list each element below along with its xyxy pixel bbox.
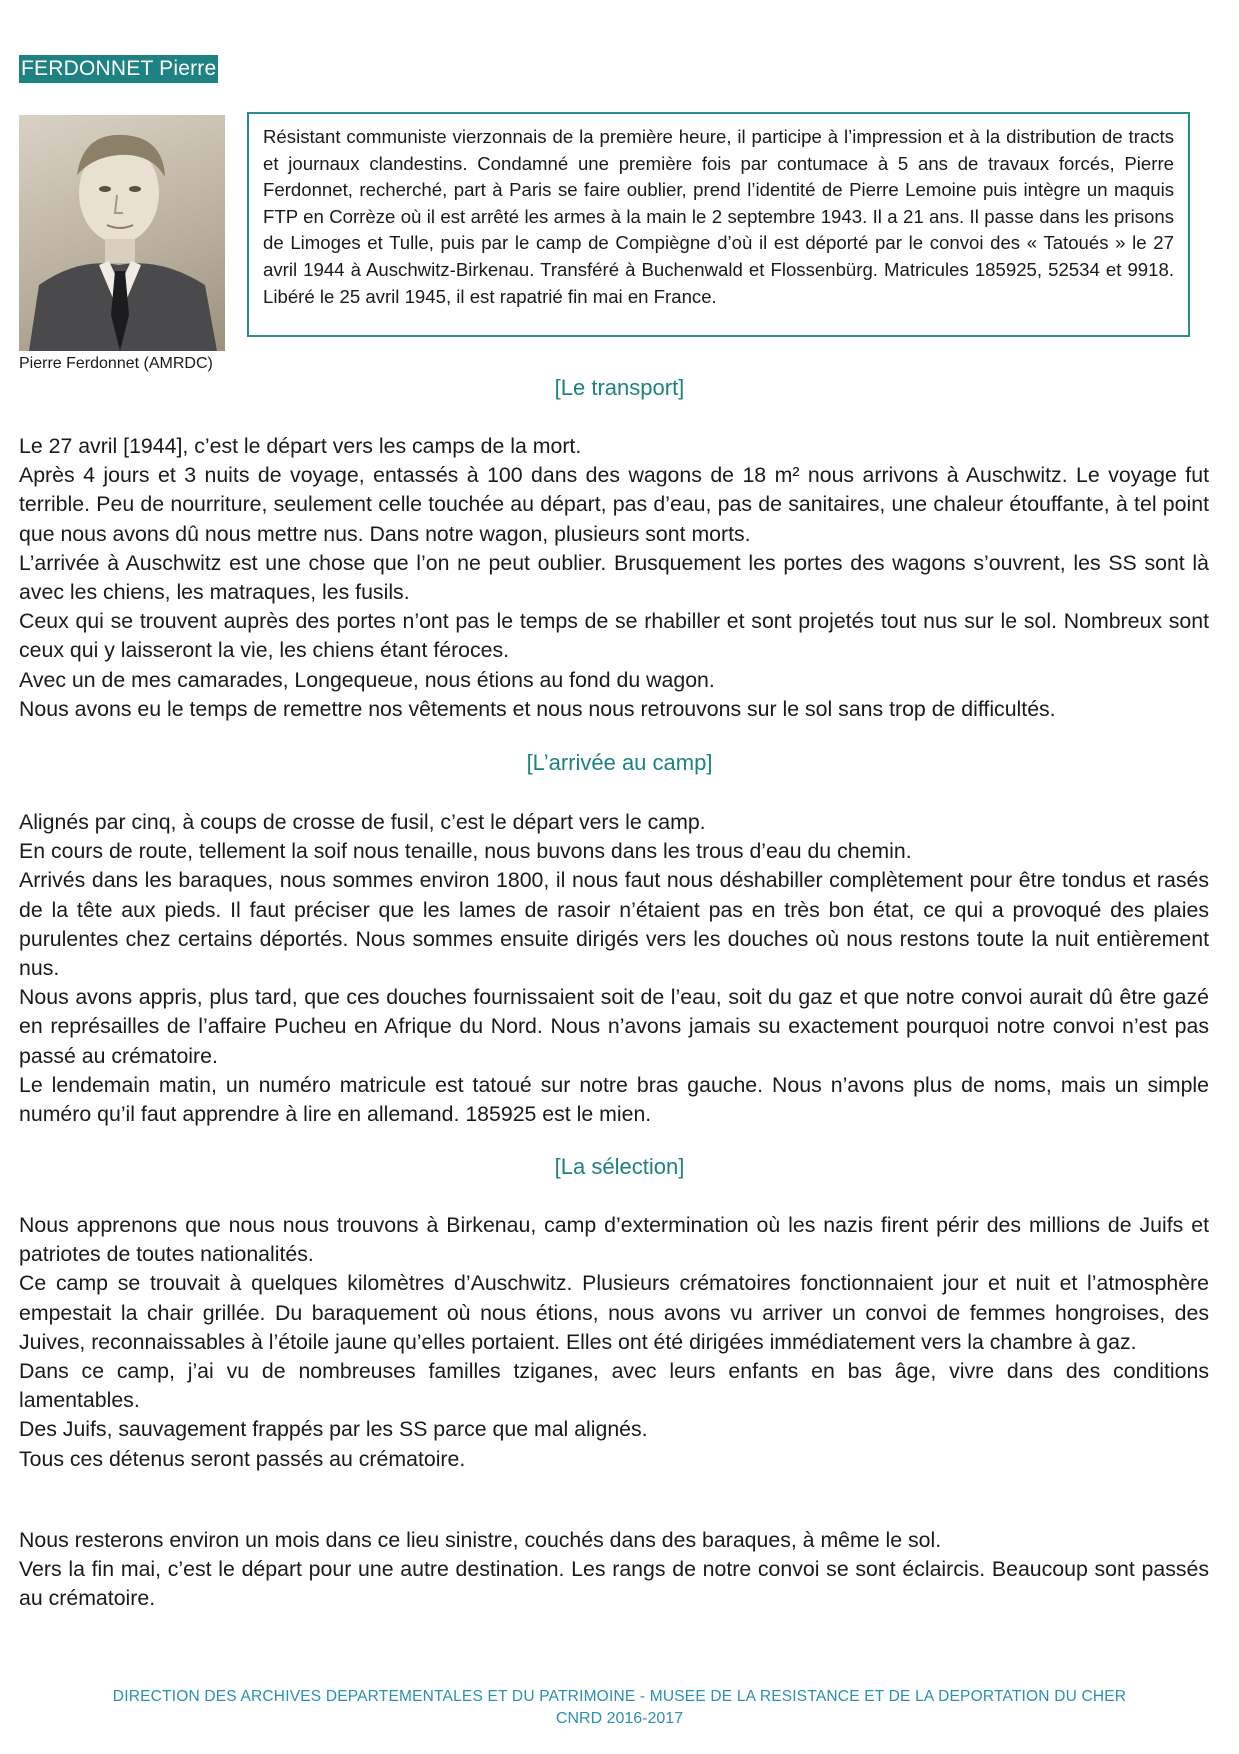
page-title: FERDONNET Pierre <box>19 55 218 83</box>
paragraph: En cours de route, tellement la soif nous tenaille, nous buvons dans les trous d’eau du chemin. <box>19 839 912 864</box>
section-body-selection <box>19 1211 1209 1474</box>
footer-edition: CNRD 2016-2017 <box>555 1710 684 1727</box>
paragraph: Alignés par cinq, à coups de crosse de fusil, c’est le départ vers le camp. <box>19 810 706 834</box>
paragraph: Ce camp se trouvait à quelques kilomètres d’Auschwitz. Plusieurs crématoires fonctionnaient jour et nuit et l’atmosphère empestait la chair grillée. Du baraquement où nous étions, nous avons vu arriver un convoi de femmes hongroises, des Juives, reconnaissables à l’étoile jaune qu’elles portaient. Elles ont été dirigées immédiatement vers la chambre à gaz. <box>19 1271 1209 1354</box>
paragraph: Après 4 jours et 3 nuits de voyage, entassés à 100 dans des wagons de 18 m² nous arrivons à Auschwitz. Le voyage fut terrible. Peu de nourriture, seulement celle touchée au départ, pas d’eau, pas de sanitaires, une chaleur étouffante, à tel point que nous avons dû nous mettre nus. Dans notre wagon, plusieurs sont morts. <box>19 463 1209 546</box>
section-title-arrival: [L’arrivée au camp] <box>526 750 713 775</box>
paragraph: Arrivés dans les baraques, nous sommes environ 1800, il nous faut nous déshabiller complètement pour être tondus et rasés de la tête aux pieds. Il faut préciser que les lames de rasoir n’étaient pas en très bon état, ce qui a provoqué des plaies purulentes chez certains déportés. Nous sommes ensuite dirigés vers les douches où nous restons toute la nuit entièrement nus. <box>19 868 1209 981</box>
paragraph: Nous resterons environ un mois dans ce lieu sinistre, couchés dans des baraques, à même le sol. <box>19 1528 942 1552</box>
paragraph: Vers la fin mai, c’est le départ pour une autre destination. Les rangs de notre convoi se sont éclaircis. Beaucoup sont passés au crématoire. <box>19 1557 1209 1611</box>
photo-caption: Pierre Ferdonnet (AMRDC) <box>19 355 213 372</box>
paragraph: Tous ces détenus seront passés au crématoire. <box>19 1446 466 1471</box>
footer-institution: DIRECTION DES ARCHIVES DEPARTEMENTALES ET DU PATRIMOINE - MUSEE DE LA RESISTANCE ET DE LA DEPORTATION DU CHER <box>112 1688 1127 1705</box>
biography-box: Résistant communiste vierzonnais de la première heure, il participe à l’impression et à la distribution de tracts et journaux clandestins. Condamné une première fois par contumace à 5 ans de travaux forcés, Pierre Ferdonnet, recherché, part à Paris se faire oublier, prend l’identité de Pierre Lemoine puis intègre un maquis FTP en Corrèze où il est arrêté les armes à la main le 2 septembre 1943. Il a 21 ans. Il passe dans les prisons de Limoges et Tulle, puis par le camp de Compiègne d’où il est déporté par le convoi des « Tatoués » le 27 avril 1944 à Auschwitz-Birkenau. Transféré à Buchenwald et Flossenbürg. Matricules 185925, 52534 et 9918. Libéré le 25 avril 1945, il est rapatrié fin mai en France. <box>247 112 1190 337</box>
page-footer <box>0 1686 1239 1730</box>
paragraph: Le lendemain matin, un numéro matricule est tatoué sur notre bras gauche. Nous n’avons plus de noms, mais un simple numéro qu’il faut apprendre à lire en allemand. 185925 est le mien. <box>19 1072 1209 1127</box>
section-title-transport: [Le transport] <box>554 375 685 400</box>
paragraph: Nous avons eu le temps de remettre nos vêtements et nous nous retrouvons sur le sol sans trop de difficultés. <box>19 696 1056 721</box>
paragraph: Nous apprenons que nous nous trouvons à Birkenau, camp d’extermination où les nazis firent périr des millions de Juifs et patriotes de toutes nationalités. <box>19 1213 1209 1267</box>
section-body-closing <box>19 1526 1209 1614</box>
paragraph: L’arrivée à Auschwitz est une chose que l’on ne peut oublier. Brusquement les portes des wagons s’ouvrent, les SS sont là avec les chiens, les matraques, les fusils. <box>19 550 1209 605</box>
section-title-selection: [La sélection] <box>554 1154 685 1179</box>
paragraph: Le 27 avril [1944], c’est le départ vers les camps de la mort. <box>19 434 582 458</box>
paragraph: Nous avons appris, plus tard, que ces douches fournissaient soit de l’eau, soit du gaz et que notre convoi aurait dû être gazé en représailles de l’affaire Pucheu en Afrique du Nord. Nous n’avons jamais su exactement pourquoi notre convoi n’est pas passé au crématoire. <box>19 985 1209 1068</box>
paragraph: Des Juifs, sauvagement frappés par les SS parce que mal alignés. <box>19 1417 648 1442</box>
section-body-transport <box>19 432 1209 724</box>
section-body-arrival <box>19 808 1209 1129</box>
paragraph: Avec un de mes camarades, Longequeue, nous étions au fond du wagon. <box>19 667 715 692</box>
paragraph: Dans ce camp, j’ai vu de nombreuses familles tziganes, avec leurs enfants en bas âge, vivre dans des conditions lamentables. <box>19 1359 1209 1413</box>
paragraph: Ceux qui se trouvent auprès des portes n’ont pas le temps de se rhabiller et sont projetés tout nus sur le sol. Nombreux sont ceux qui y laisseront la vie, les chiens étant féroces. <box>19 609 1209 663</box>
portrait-photo <box>19 115 225 351</box>
